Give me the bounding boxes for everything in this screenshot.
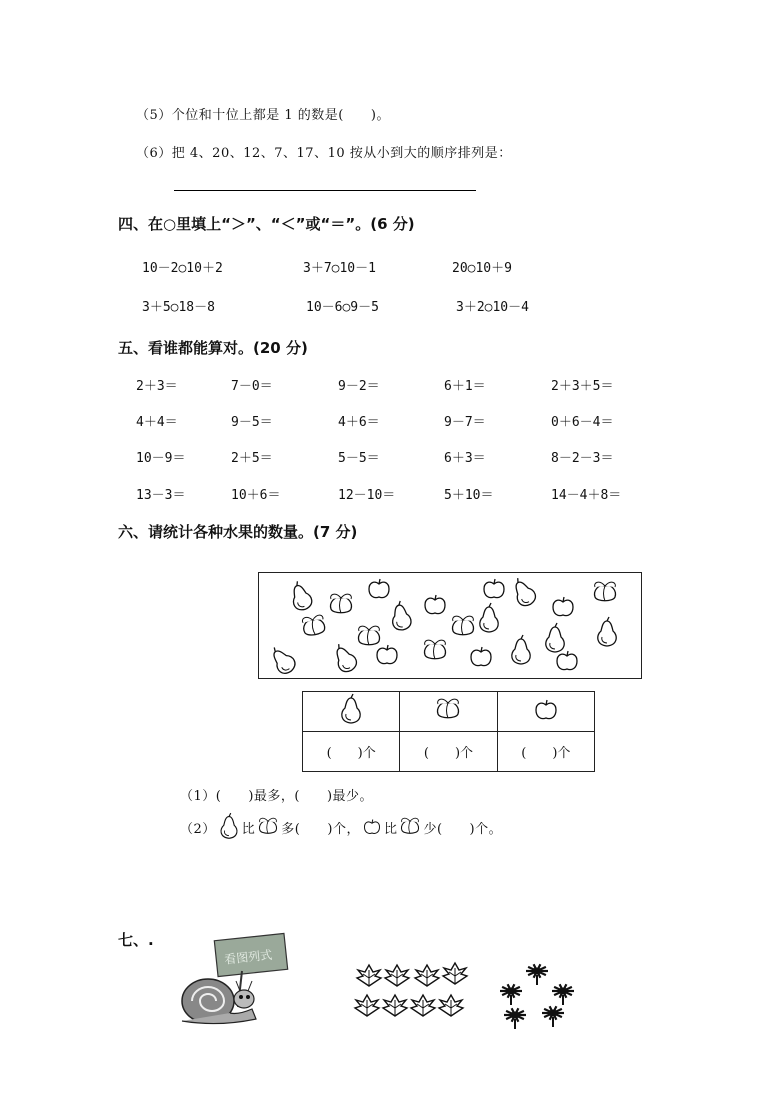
calc-item: 4＋4＝ — [136, 415, 178, 430]
apple-icon — [531, 694, 561, 726]
sign-text: 看图列式 — [223, 947, 273, 967]
compare-item: 3＋2○10－4 — [456, 300, 529, 315]
compare-item: 10－2○10＋2 — [142, 261, 223, 276]
flower-icon — [526, 964, 548, 985]
question-6-2 — [180, 812, 502, 842]
calc-item: 8－2－3＝ — [551, 451, 614, 466]
calc-item: 13－3＝ — [136, 488, 186, 503]
calc-item: 2＋5＝ — [231, 451, 273, 466]
calc-item: 2＋3＋5＝ — [551, 379, 614, 394]
peach-icon — [453, 616, 474, 635]
apple-icon — [471, 647, 491, 666]
compare-item: 10－6○9－5 — [306, 300, 379, 315]
pear-count-cell[interactable]: ( )个 — [303, 732, 400, 772]
section-7-title: 七、. — [118, 931, 154, 949]
table-header-peach — [400, 692, 497, 732]
compare-item: 20○10＋9 — [452, 261, 512, 276]
leaf-icon — [385, 965, 409, 986]
leaf-icon — [439, 995, 463, 1016]
pear-icon — [512, 635, 530, 664]
flower-icon — [500, 984, 522, 1005]
apple-count-cell[interactable]: ( )个 — [497, 732, 594, 772]
peach-icon — [433, 694, 463, 726]
leaves-group-icon — [355, 962, 470, 1027]
table-header-pear — [303, 692, 400, 732]
pear-icon — [546, 623, 564, 652]
calc-item: 6＋1＝ — [444, 379, 486, 394]
q2-bi: 比 — [241, 821, 256, 837]
q2-duo: 多( )个， — [281, 821, 360, 837]
calc-item: 4＋6＝ — [338, 415, 380, 430]
section-6-title: 六、请统计各种水果的数量。(7 分) — [118, 523, 358, 541]
flowers-group-icon — [493, 955, 583, 1030]
apple-icon — [553, 597, 573, 616]
apple-icon — [377, 645, 397, 664]
answer-line[interactable] — [174, 190, 476, 191]
apple-icon — [369, 579, 389, 598]
calc-item: 10＋6＝ — [231, 488, 281, 503]
calc-item: 2＋3＝ — [136, 379, 178, 394]
fruit-picture-box — [258, 572, 642, 679]
peach-icon — [397, 814, 423, 840]
pear-icon — [266, 643, 299, 677]
pear-icon — [287, 579, 314, 613]
pear-icon — [216, 812, 242, 842]
q2-prefix: （2） — [180, 821, 216, 837]
calc-item: 9－7＝ — [444, 415, 486, 430]
section-5-title: 五、看谁都能算对。(20 分) — [118, 339, 308, 357]
calc-item: 9－2＝ — [338, 379, 380, 394]
flower-icon — [552, 984, 574, 1005]
pear-icon — [336, 694, 366, 726]
pear-icon — [598, 617, 616, 646]
peach-icon — [255, 814, 281, 840]
leaf-icon — [411, 995, 435, 1016]
leaf-icon — [383, 995, 407, 1016]
question-6: （6）把 4、20、12、7、17、10 按从小到大的顺序排列是： — [136, 146, 512, 161]
calc-item: 5＋10＝ — [444, 488, 494, 503]
compare-item: 3＋7○10－1 — [303, 261, 376, 276]
peach-icon — [595, 582, 616, 601]
calc-item: 14－4＋8＝ — [551, 488, 622, 503]
leaf-icon — [443, 963, 467, 984]
question-6-1: （1）( )最多，( )最少。 — [180, 789, 374, 804]
question-5: （5）个位和十位上都是 1 的数是( )。 — [136, 108, 390, 123]
compare-item: 3＋5○18－8 — [142, 300, 215, 315]
calc-item: 5－5＝ — [338, 451, 380, 466]
pear-icon — [389, 600, 412, 632]
leaf-icon — [357, 965, 381, 986]
section-4-title: 四、在○里填上“＞”、“＜”或“＝”。(6 分) — [118, 215, 415, 233]
calc-item: 6＋3＝ — [444, 451, 486, 466]
apple-icon — [557, 651, 577, 670]
q2-shao: 少( )个。 — [423, 821, 503, 837]
apple-icon — [360, 815, 384, 839]
pear-icon — [508, 575, 538, 609]
peach-icon — [302, 615, 326, 637]
calc-item: 12－10＝ — [338, 488, 396, 503]
snail-sign-icon — [178, 935, 293, 1030]
pear-icon — [329, 641, 359, 675]
q2-bi2: 比 — [383, 821, 398, 837]
calc-item: 7－0＝ — [231, 379, 273, 394]
peach-icon — [359, 626, 380, 645]
peach-icon — [331, 594, 352, 613]
pear-icon — [480, 603, 498, 632]
fruit-count-table — [302, 691, 595, 772]
leaf-icon — [355, 995, 379, 1016]
flower-icon — [504, 1008, 526, 1029]
table-header-apple — [497, 692, 594, 732]
calc-item: 9－5＝ — [231, 415, 273, 430]
flower-icon — [542, 1006, 564, 1027]
apple-icon — [484, 579, 504, 598]
fruit-scatter — [259, 573, 641, 678]
peach-icon — [425, 640, 446, 659]
peach-count-cell[interactable]: ( )个 — [400, 732, 497, 772]
calc-item: 0＋6－4＝ — [551, 415, 614, 430]
apple-icon — [425, 595, 445, 614]
calc-item: 10－9＝ — [136, 451, 186, 466]
leaf-icon — [415, 965, 439, 986]
